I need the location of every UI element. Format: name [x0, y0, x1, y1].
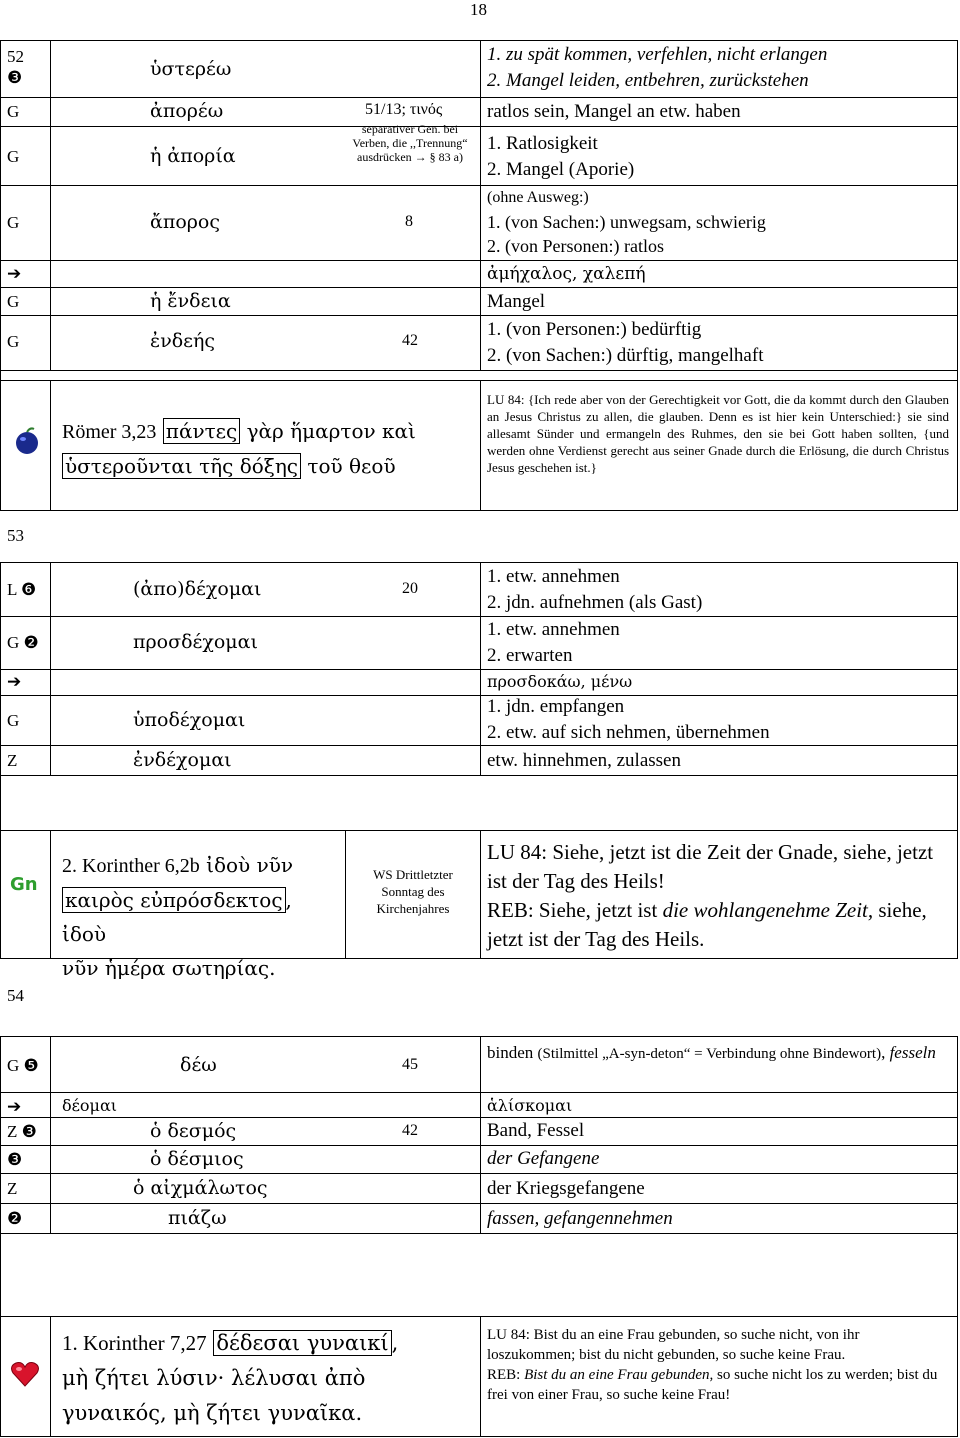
row-code: L ❻ — [7, 580, 37, 599]
meaning: Band, Fessel — [487, 1120, 585, 1141]
verse-greek: 2. Korinther 6,2b ἰδοὺ νῦν καιρὸς εὐπρόσδεκτος , ἰδοὺ νῦν ἡμέρα σωτηρίας. — [62, 853, 294, 980]
lemma: ἡ ἔνδεια — [150, 290, 231, 312]
row-code: G — [7, 147, 20, 166]
frequency-number: 20 — [402, 580, 418, 597]
meaning: ratlos sein, Mangel an etw. haben — [487, 101, 741, 122]
arrow-icon: ➔ — [7, 672, 22, 691]
row-code: G ❷ — [7, 633, 39, 652]
grammar-note-small: separativer Gen. bei Verben, die ,,Trennung“ ausdrücken → § 83 a) — [352, 122, 468, 164]
boxed-word: καιρὸς εὐπρόσδεκτος — [62, 887, 286, 913]
lemma: ἐνδεής — [150, 330, 216, 352]
row-code: G — [7, 102, 20, 121]
entry-number: 52 — [7, 47, 24, 66]
arrow-icon: ➔ — [7, 264, 22, 283]
row-code: Z ❸ — [7, 1122, 37, 1141]
row-code: G ❺ — [7, 1056, 39, 1075]
frequency-number: 42 — [402, 1122, 418, 1139]
verse-greek: 1. Korinther 7,27 δέδεσαι γυναικί , μὴ ζήτει λύσιν· λέλυσαι ἀπὸ γυναικός, μὴ ζήτει γυναῖκα. — [62, 1331, 399, 1425]
entry-mark: ❸ — [7, 68, 23, 87]
lemma: ὁ αἰχμάλωτος — [133, 1177, 268, 1199]
entry-number: 53 — [7, 526, 24, 545]
lemma: ἐνδέχομαι — [133, 749, 232, 771]
row-code: ❸ — [7, 1150, 23, 1169]
meaning: der Kriegsgefangene — [487, 1178, 645, 1199]
apple-icon — [12, 426, 42, 456]
gn-icon: Gn — [10, 874, 38, 895]
meaning: 1. etw. annehmen 2. erwarten — [487, 619, 620, 666]
meaning: 1. zu spät kommen, verfehlen, nicht erlangen 2. Mangel leiden, entbehren, zurückstehen — [487, 44, 828, 91]
meaning: ἀμήχαλος, χαλεπή — [487, 264, 646, 284]
row-code: ❷ — [7, 1209, 23, 1228]
meaning: binden (Stilmittel „A-syn-deton“ = Verbindung ohne Bindewort), fesseln — [487, 1043, 936, 1062]
verse-reference: 2. Korinther 6,2b — [62, 855, 200, 877]
lemma: (ἀπο)δέχομαι — [133, 578, 262, 600]
meaning: fassen, gefangennehmen — [487, 1208, 673, 1229]
verse-translation: LU 84: {Ich rede aber von der Gerechtigkeit vor Gott, die da kommt durch den Glauben an Jesus Christus zu allen, die glauben. Denn es ist hier kein Unterschied:} sie sind allesamt Sünder und ermangeln des Ruhmes, den sie bei Gott haben sollten, {und werden ohne Verdienst gerecht aus seiner Gnade durch die Erlösung, die durch Christus Jesus geschehen ist.} — [487, 392, 949, 475]
verse-greek: Römer 3,23 πάντες γὰρ ἥμαρτον καὶ ὑστεροῦνται τῆς δόξης τοῦ θεοῦ — [62, 419, 416, 478]
lemma: δέω — [180, 1054, 217, 1076]
meaning: der Gefangene — [487, 1148, 600, 1169]
meaning: προσδοκάω, μένω — [487, 672, 633, 691]
row-code: G — [7, 332, 20, 351]
verse-reference: 1. Korinther 7,27 — [62, 1331, 207, 1355]
lemma: ἄπορος — [150, 211, 221, 233]
row-code: G — [7, 292, 20, 311]
lemma: ὁ δεσμός — [150, 1120, 237, 1142]
verse-translation: LU 84: Bist du an eine Frau gebunden, so suche nicht, von ihr loszukommen; bist du nicht gebunden, so suche keine Frau. REB: Bist du an eine Frau gebunden, so suche nicht los zu werden; bist du frei von einer Frau, so suche keine Frau! — [487, 1327, 938, 1403]
frequency-number: 42 — [402, 332, 418, 349]
meaning: Mangel — [487, 291, 546, 312]
lemma: ὑποδέχομαι — [133, 709, 246, 731]
arrow-icon: ➔ — [7, 1097, 22, 1116]
grammar-note: 51/13; τινός — [365, 101, 443, 118]
meaning: ἁλίσκομαι — [487, 1096, 573, 1115]
meaning: (ohne Ausweg:) 1. (von Sachen:) unwegsam, schwierig 2. (von Personen:) ratlos — [487, 189, 766, 256]
meaning: 1. jdn. empfangen 2. etw. auf sich nehmen, übernehmen — [487, 696, 770, 743]
row-code: Z — [7, 1179, 18, 1198]
sermon-note: WS Drittletzter Sonntag des Kirchenjahres — [373, 867, 453, 916]
boxed-word: ὑστεροῦνται τῆς δόξης — [62, 453, 301, 479]
meaning: 1. etw. annehmen 2. jdn. aufnehmen (als Gast) — [487, 566, 703, 613]
meaning: 1. Ratlosigkeit 2. Mangel (Aporie) — [487, 133, 635, 180]
verse-reference: Römer 3,23 — [62, 421, 157, 443]
boxed-word: δέδεσαι γυναικί — [213, 1330, 391, 1356]
entry-number: 54 — [7, 986, 24, 1005]
row-code: Z — [7, 751, 18, 770]
boxed-word: πάντες — [163, 418, 240, 444]
verse-translation: LU 84: Siehe, jetzt ist die Zeit der Gnade, siehe, jetzt ist der Tag des Heils! REB: Siehe, jetzt ist die wohlangenehme Zeit, siehe, jetzt ist der Tag des Heils. — [487, 840, 934, 951]
lemma: ὁ δέσμιος — [150, 1148, 244, 1170]
heart-icon — [10, 1360, 40, 1388]
lemma: ἡ ἀπορία — [150, 145, 236, 167]
row-code: G — [7, 213, 20, 232]
lemma: ἀπορέω — [150, 100, 224, 122]
lemma: πιάζω — [168, 1207, 227, 1229]
row-code: G — [7, 711, 20, 730]
page-number: 18 — [470, 0, 487, 19]
lemma: προσδέχομαι — [133, 631, 258, 653]
frequency-number: 45 — [402, 1056, 418, 1073]
meaning: etw. hinnehmen, zulassen — [487, 750, 681, 771]
lemma: ὑστερέω — [150, 58, 232, 80]
meaning: 1. (von Personen:) bedürftig 2. (von Sachen:) dürftig, mangelhaft — [487, 319, 764, 366]
frequency-number: 8 — [405, 213, 413, 230]
lemma: δέομαι — [62, 1096, 118, 1115]
